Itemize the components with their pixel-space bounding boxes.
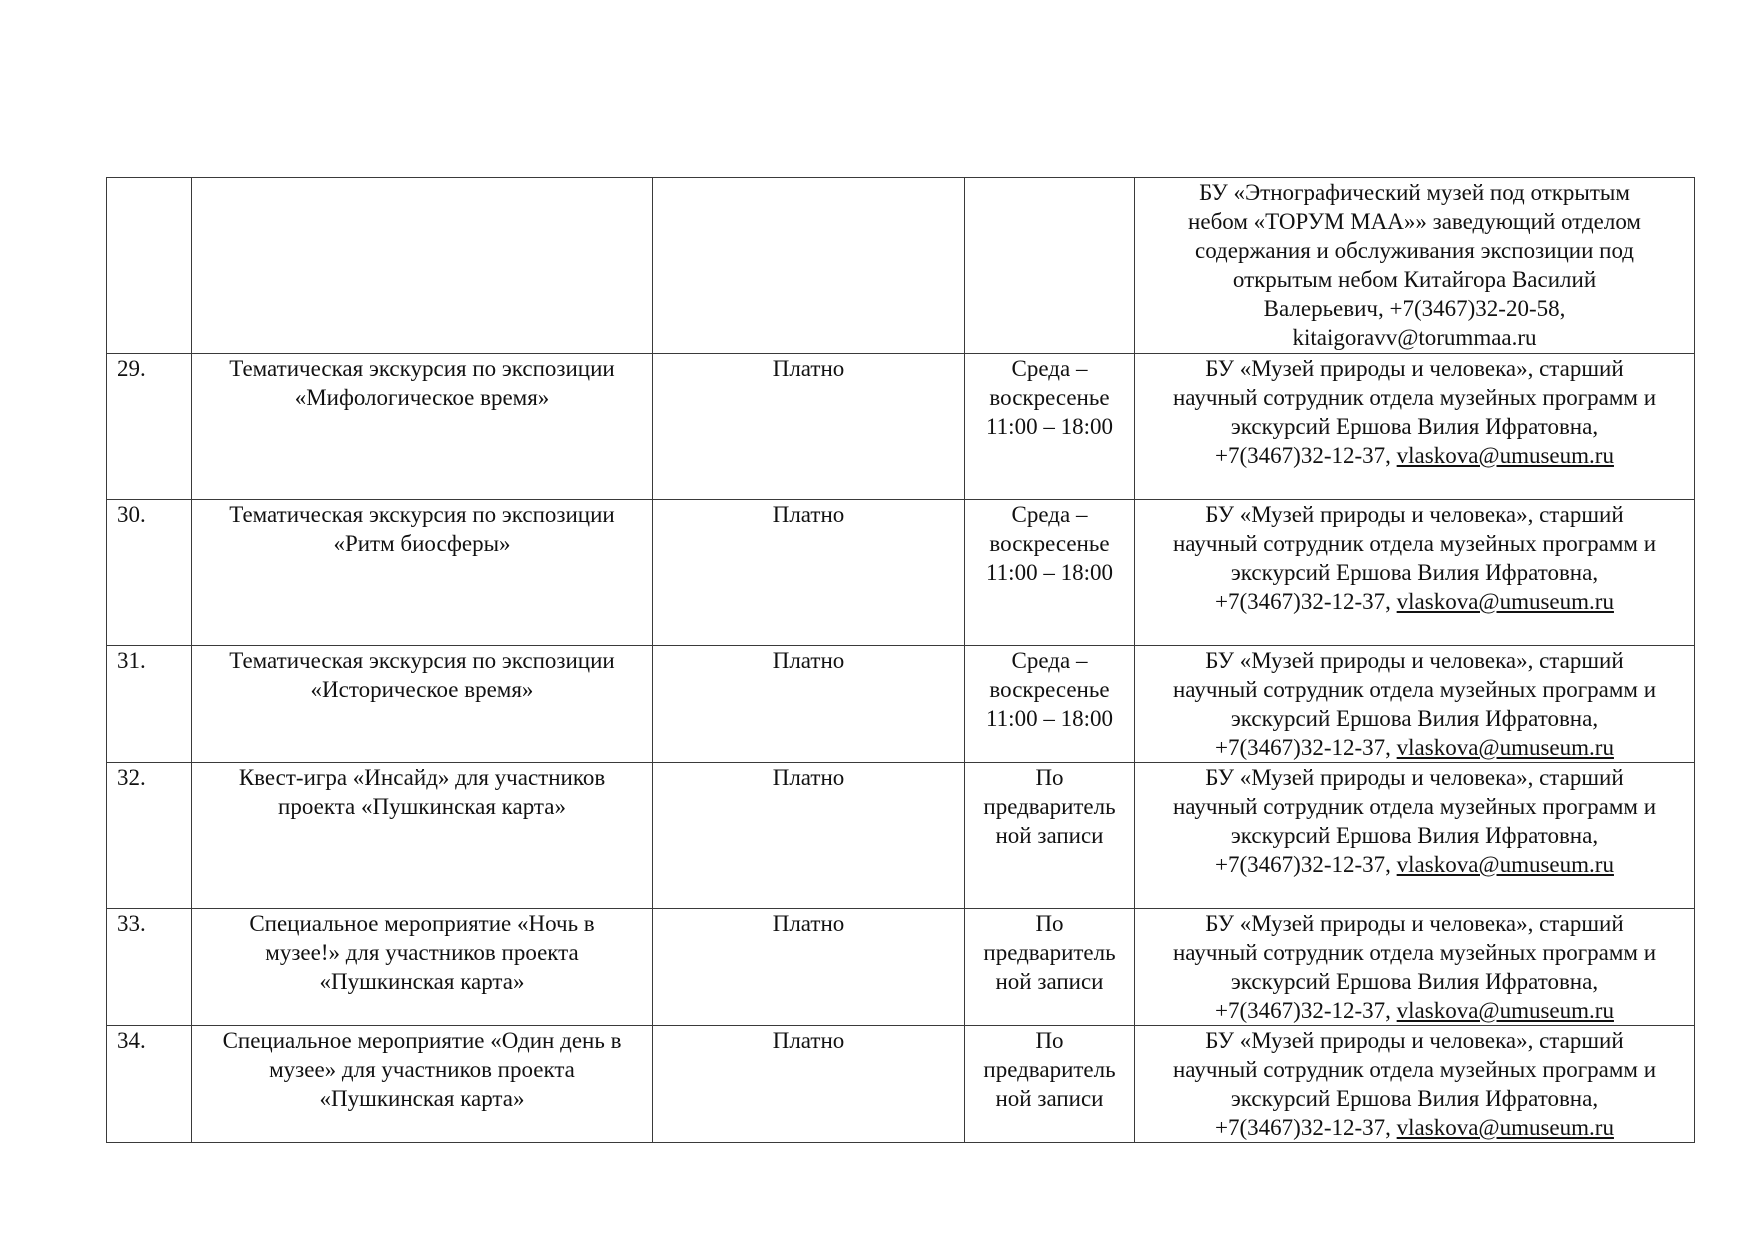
payment-cell: Платно — [653, 500, 965, 646]
contact-line: экскурсий Ершова Вилия Ифратовна, — [1230, 823, 1599, 848]
event-name-line: «Историческое время» — [310, 677, 534, 702]
table-row — [107, 500, 1695, 646]
payment-cell: Платно — [653, 1026, 965, 1143]
table-row — [107, 1026, 1695, 1143]
contact-line: экскурсий Ершова Вилия Ифратовна, — [1230, 414, 1599, 439]
contact-line: БУ «Музей природы и человека», старший — [1205, 648, 1624, 673]
event-name-line: «Мифологическое время» — [294, 385, 550, 410]
schedule-cell — [965, 763, 1135, 909]
contact-line: экскурсий Ершова Вилия Ифратовна, — [1230, 969, 1599, 994]
schedule-line: воскресенье — [989, 385, 1110, 410]
schedule-cell — [965, 354, 1135, 500]
schedule-cell — [965, 500, 1135, 646]
event-name-line: «Ритм биосферы» — [333, 531, 511, 556]
contact-email-line — [1143, 733, 1686, 762]
contact-cell — [1135, 354, 1695, 500]
event-name-line: музее!» для участников проекта — [265, 940, 579, 965]
schedule-line: Среда – — [1011, 502, 1088, 527]
schedule-cell — [965, 909, 1135, 1026]
payment-cell: Платно — [653, 646, 965, 763]
event-name-cell — [192, 646, 653, 763]
schedule-line: 11:00 – 18:00 — [986, 706, 1113, 731]
event-name-cell — [192, 354, 653, 500]
event-name-cell — [192, 909, 653, 1026]
schedule-line: По — [1035, 765, 1064, 790]
event-name-cell — [192, 763, 653, 909]
email-link[interactable]: vlaskova@umuseum.ru — [1396, 735, 1614, 760]
email-link[interactable]: vlaskova@umuseum.ru — [1396, 998, 1614, 1023]
schedule-line: ной записи — [995, 823, 1104, 848]
payment-cell: Платно — [653, 763, 965, 909]
contact-email-line — [1143, 996, 1686, 1025]
contact-cell — [1135, 178, 1695, 354]
row-number-cell — [107, 178, 192, 354]
contact-email-line — [1143, 323, 1686, 352]
schedule-line: По — [1035, 1028, 1064, 1053]
event-name-line: «Пушкинская карта» — [319, 1086, 525, 1111]
event-name-line: Специальное мероприятие «Ночь в — [249, 911, 595, 936]
contact-email-line — [1143, 1113, 1686, 1142]
table-row — [107, 178, 1695, 354]
row-number-cell: 33. — [107, 909, 192, 1026]
row-number-cell: 34. — [107, 1026, 192, 1143]
contact-line: экскурсий Ершова Вилия Ифратовна, — [1230, 706, 1599, 731]
schedule-line: воскресенье — [989, 531, 1110, 556]
schedule-line: По — [1035, 911, 1064, 936]
contact-line: научный сотрудник отдела музейных программ и — [1172, 531, 1657, 556]
schedule-line: Среда – — [1011, 356, 1088, 381]
contact-phone: +7(3467)32-12-37, — [1215, 852, 1397, 877]
payment-cell: Платно — [653, 909, 965, 1026]
event-name-cell — [192, 500, 653, 646]
table-row — [107, 354, 1695, 500]
contact-phone: +7(3467)32-12-37, — [1215, 443, 1397, 468]
contact-cell — [1135, 646, 1695, 763]
contact-line: научный сотрудник отдела музейных программ и — [1172, 794, 1657, 819]
schedule-line: 11:00 – 18:00 — [986, 414, 1113, 439]
contact-line: открытым небом Китайгора Василий — [1232, 267, 1597, 292]
schedule-line: ной записи — [995, 1086, 1104, 1111]
schedule-cell — [965, 1026, 1135, 1143]
row-number-cell: 29. — [107, 354, 192, 500]
contact-line: научный сотрудник отдела музейных программ и — [1172, 677, 1657, 702]
contact-email-line — [1143, 850, 1686, 879]
row-number-cell: 32. — [107, 763, 192, 909]
contact-line: БУ «Музей природы и человека», старший — [1205, 502, 1624, 527]
event-name-line: проекта «Пушкинская карта» — [278, 794, 566, 819]
event-name-line: Специальное мероприятие «Один день в — [222, 1028, 622, 1053]
contact-phone: +7(3467)32-12-37, — [1215, 1115, 1397, 1140]
schedule-cell — [965, 178, 1135, 354]
contact-phone: +7(3467)32-12-37, — [1215, 998, 1397, 1023]
table-body — [107, 178, 1695, 1143]
email-link[interactable]: vlaskova@umuseum.ru — [1396, 443, 1614, 468]
contact-email-line — [1143, 441, 1686, 470]
schedule-line: 11:00 – 18:00 — [986, 560, 1113, 585]
contact-line: небом «ТОРУМ МАА»» заведующий отделом — [1188, 209, 1641, 234]
row-number-cell: 31. — [107, 646, 192, 763]
schedule-line: ной записи — [995, 969, 1104, 994]
contact-line: Валерьевич, +7(3467)32-20-58, — [1263, 296, 1566, 321]
contact-cell — [1135, 763, 1695, 909]
event-name-line: Тематическая экскурсия по экспозиции — [229, 502, 615, 527]
row-number-cell: 30. — [107, 500, 192, 646]
schedule-line: предваритель — [983, 1057, 1116, 1082]
contact-phone: +7(3467)32-12-37, — [1215, 589, 1397, 614]
email-link[interactable]: vlaskova@umuseum.ru — [1396, 1115, 1614, 1140]
table-row — [107, 646, 1695, 763]
event-name-line: Квест-игра «Инсайд» для участников — [238, 765, 606, 790]
schedule-cell — [965, 646, 1135, 763]
email-link[interactable]: vlaskova@umuseum.ru — [1396, 852, 1614, 877]
contact-line: БУ «Музей природы и человека», старший — [1205, 356, 1624, 381]
schedule-line: предваритель — [983, 940, 1116, 965]
contact-line: экскурсий Ершова Вилия Ифратовна, — [1230, 560, 1599, 585]
email-link[interactable]: vlaskova@umuseum.ru — [1396, 589, 1614, 614]
contact-line: научный сотрудник отдела музейных программ и — [1172, 940, 1657, 965]
event-name-cell — [192, 1026, 653, 1143]
contact-phone: +7(3467)32-12-37, — [1215, 735, 1397, 760]
email-text: kitaigoravv@torummaa.ru — [1292, 325, 1537, 350]
contact-cell — [1135, 909, 1695, 1026]
schedule-line: Среда – — [1011, 648, 1088, 673]
schedule-line: предваритель — [983, 794, 1116, 819]
schedule-line: воскресенье — [989, 677, 1110, 702]
contact-line: научный сотрудник отдела музейных программ и — [1172, 385, 1657, 410]
contact-line: научный сотрудник отдела музейных программ и — [1172, 1057, 1657, 1082]
contact-line: БУ «Этнографический музей под открытым — [1199, 180, 1630, 205]
table-row — [107, 909, 1695, 1026]
payment-cell — [653, 178, 965, 354]
events-table — [106, 177, 1695, 1143]
event-name-line: Тематическая экскурсия по экспозиции — [229, 648, 615, 673]
contact-line: БУ «Музей природы и человека», старший — [1205, 1028, 1624, 1053]
event-name-line: музее» для участников проекта — [269, 1057, 575, 1082]
event-name-cell — [192, 178, 653, 354]
contact-line: БУ «Музей природы и человека», старший — [1205, 911, 1624, 936]
contact-line: БУ «Музей природы и человека», старший — [1205, 765, 1624, 790]
payment-cell: Платно — [653, 354, 965, 500]
contact-cell — [1135, 500, 1695, 646]
contact-email-line — [1143, 587, 1686, 616]
contact-line: содержания и обслуживания экспозиции под — [1195, 238, 1634, 263]
table-row — [107, 763, 1695, 909]
contact-line: экскурсий Ершова Вилия Ифратовна, — [1230, 1086, 1599, 1111]
contact-cell — [1135, 1026, 1695, 1143]
event-name-line: «Пушкинская карта» — [319, 969, 525, 994]
event-name-line: Тематическая экскурсия по экспозиции — [229, 356, 615, 381]
